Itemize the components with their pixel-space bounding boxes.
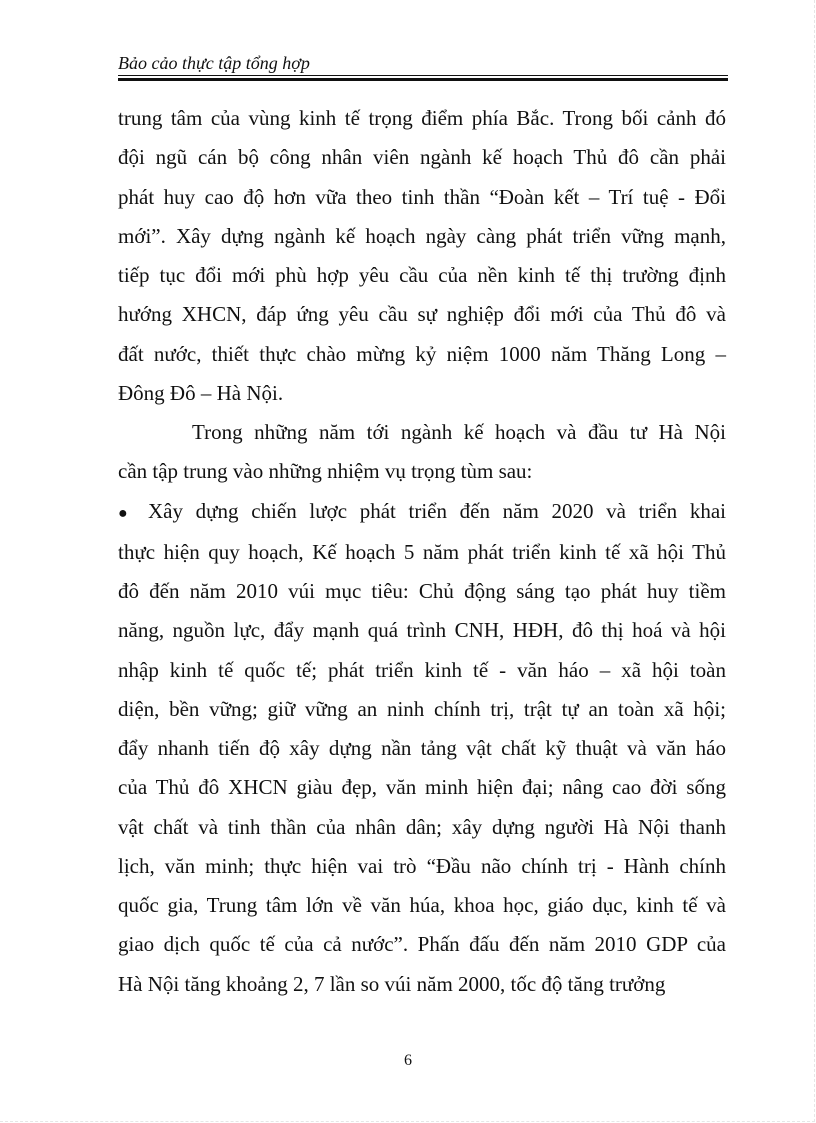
text-line: phát huy cao độ hơn vữa theo tinh thần “Đoàn kết – Trí tuệ - Đổi — [118, 184, 726, 209]
text-line: Hà Nội tăng khoảng 2, 7 lần so vúi năm 2000, tốc độ tăng trưởng — [118, 971, 666, 996]
text-line: đẩy nhanh tiến độ xây dựng nần tảng vật chất kỹ thuật và văn háo — [118, 736, 726, 760]
page-header — [118, 52, 728, 81]
text-line: lịch, văn minh; thực hiện vai trò “Đầu não chính trị - Hành chính — [118, 853, 726, 878]
text-line: hướng XHCN, đáp ứng yêu cầu sự nghiệp đổi mới của Thủ đô và — [118, 302, 726, 327]
text-line: tiếp tục đổi mới phù hợp yêu cầu của nền kinh tế thị trường định — [118, 263, 726, 287]
text-line: cần tập trung vào những nhiệm vụ trọng tùm sau: — [118, 459, 533, 484]
header-rule — [118, 75, 728, 81]
text-line: đội ngũ cán bộ công nhân viên ngành kế hoạch Thủ đô cần phải — [118, 145, 726, 170]
header-title: Bảo cảo thực tập tổng hợp — [118, 53, 310, 73]
text-line: quốc gia, Trung tâm lớn về văn húa, khoa học, giáo dục, kinh tế và — [118, 893, 726, 917]
paragraph-2 — [118, 413, 726, 492]
text-line: diện, bền vững; giữ vững an ninh chính trị, trật tự an toàn xã hội; — [118, 696, 726, 721]
bullet-item — [118, 492, 726, 1004]
text-line: Trong những năm tới ngành kế hoạch và đầu tư Hà Nội — [192, 420, 726, 444]
text-line: vật chất và tinh thần của nhân dân; xây dựng người Hà Nội thanh — [118, 814, 726, 839]
document-body — [118, 99, 726, 1004]
text-line: nhập kinh tế quốc tế; phát triển kinh tế - văn háo – xã hội toàn — [118, 657, 726, 682]
text-line: năng, nguồn lực, đẩy mạnh quá trình CNH, HĐH, đô thị hoá và hội — [118, 618, 726, 643]
text-line: thực hiện quy hoạch, Kế hoạch 5 năm phát triển kinh tế xã hội Thủ — [118, 539, 726, 564]
text-line: trung tâm của vùng kinh tế trọng điểm phía Bắc. Trong bối cảnh đó — [118, 106, 726, 130]
text-line: đô đến năm 2010 vúi mục tiêu: Chủ động sáng tạo phát huy tiềm — [118, 579, 726, 603]
text-line: giao dịch quốc tế của cả nước”. Phấn đấu đến năm 2010 GDP của — [118, 932, 726, 957]
text-line: Xây dựng chiến lược phát triển đến năm 2020 và triển khai — [148, 498, 726, 523]
bullet-icon: ● — [118, 504, 128, 522]
text-line: mới”. Xây dựng ngành kế hoạch ngày càng phát triển vững mạnh, — [118, 223, 726, 248]
page-number: 6 — [404, 1052, 412, 1069]
text-line: của Thủ đô XHCN giàu đẹp, văn minh hiện đại; nâng cao đời sống — [118, 775, 726, 800]
bullet-first-line — [118, 492, 726, 533]
text-line: đất nước, thiết thực chào mừng kỷ niệm 1000 năm Thăng Long – — [118, 341, 726, 366]
paragraph-1 — [118, 99, 726, 413]
text-line: Đông Đô – Hà Nội. — [118, 380, 284, 405]
